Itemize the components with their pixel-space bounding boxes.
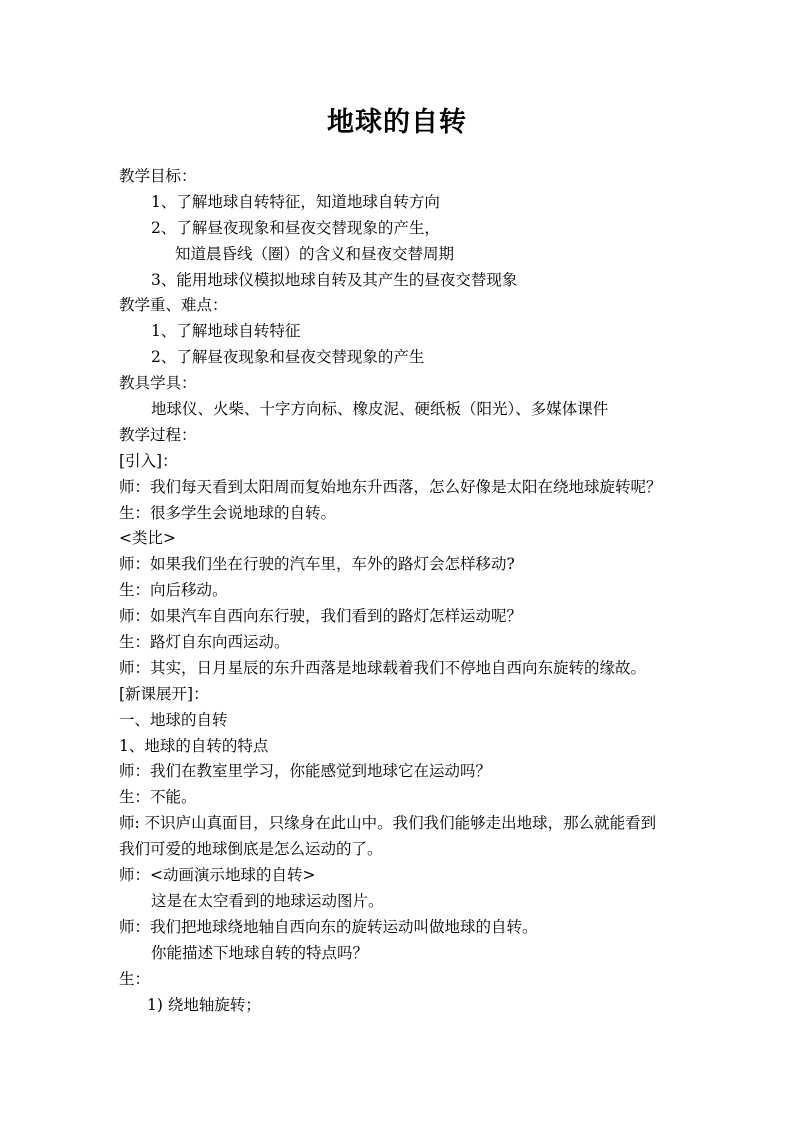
text-line: 2、了解昼夜现象和昼夜交替现象的产生， [151, 218, 440, 237]
text-line: 教学目标： [119, 167, 197, 185]
text-line: 知道晨昏线（圈）的含义和昼夜交替周期 [175, 244, 455, 263]
text-line: 你能描述下地球自转的特点吗？ [151, 943, 369, 962]
text-line: 我们可爱的地球倒底是怎么运动的了。 [119, 840, 383, 859]
text-line: 师：如果汽车自西向东行驶，我们看到的路灯怎样运动呢？ [119, 607, 523, 626]
text-line: 1、了解地球自转特征 [151, 322, 301, 341]
text-line: 教学过程： [119, 425, 197, 444]
text-line: 师：我们在教室里学习，你能感觉到地球它在运动吗？ [119, 762, 492, 781]
text-line: [新课展开]： [119, 684, 209, 703]
text-line: 1、了解地球自转特征，知道地球自转方向 [151, 192, 440, 211]
text-line: 2、了解昼夜现象和昼夜交替现象的产生 [151, 348, 425, 367]
document-title: 地球的自转 [327, 107, 467, 138]
text-line: 教具学具： [119, 374, 197, 393]
text-line: 1) 绕地轴旋转； [147, 995, 261, 1014]
text-line: 师：其实，日月星辰的东升西落是地球载着我们不停地自西向东旋转的缘故。 [119, 658, 647, 677]
document-body [119, 164, 719, 1018]
text-line: 生： [119, 969, 151, 988]
text-line: 师：<动画演示地球的自转> [119, 866, 316, 885]
text-line: 生：很多学生会说地球的自转。 [119, 503, 337, 522]
text-line: 师：我们每天看到太阳周而复始地东升西落，怎么好像是太阳在绕地球旋转呢？ [119, 477, 662, 496]
text-line: 生：向后移动。 [119, 581, 228, 600]
text-line: 师：如果我们坐在行驶的汽车里，车外的路灯会怎样移动? [119, 555, 515, 574]
text-line: [引入]： [119, 451, 178, 470]
text-line: 生：路灯自东向西运动。 [119, 633, 290, 652]
text-line: 师：我们把地球绕地轴自西向东的旋转运动叫做地球的自转。 [119, 917, 538, 936]
text-line: 1、地球的自转的特点 [119, 736, 269, 755]
text-line: <类比> [119, 529, 176, 548]
text-line: 这是在太空看到的地球运动图片。 [151, 891, 384, 910]
text-line: 3、能用地球仪模拟地球自转及其产生的昼夜交替现象 [151, 270, 518, 289]
text-line: 地球仪、火柴、十字方向标、橡皮泥、硬纸板（阳光）、多媒体课件 [151, 400, 609, 419]
text-line: 生：不能。 [119, 788, 197, 807]
text-line: 师: 不识庐山真面目，只缘身在此山中。我们我们能够走出地球，那么就能看到 [119, 814, 657, 833]
text-line: 教学重、难点： [119, 296, 228, 315]
text-line: 一、地球的自转 [119, 710, 228, 729]
